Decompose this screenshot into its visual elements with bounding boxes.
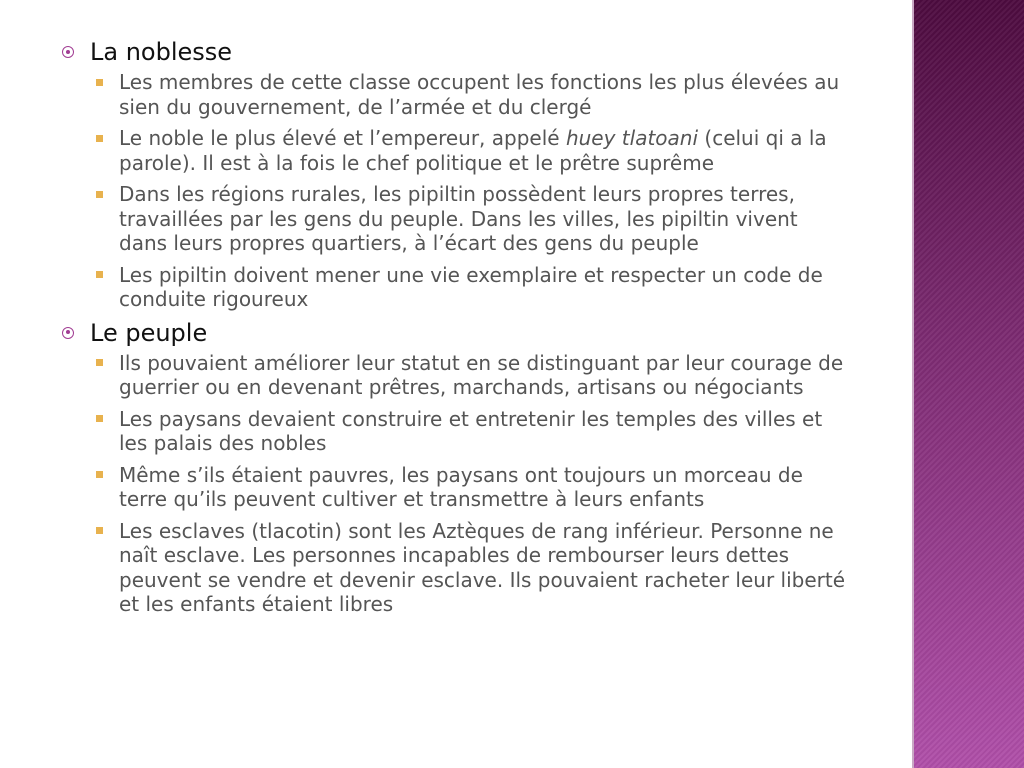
list-item — [96, 263, 852, 312]
section-noblesse — [62, 38, 852, 312]
sub-bullet-list — [62, 70, 852, 312]
slide-content — [62, 38, 852, 624]
list-item — [96, 519, 852, 617]
list-item-text — [119, 126, 852, 175]
list-item — [96, 351, 852, 400]
section-heading: Le peuple — [90, 318, 208, 347]
list-item — [96, 463, 852, 512]
square-bullet-icon — [96, 471, 103, 478]
list-item-text: Même s’ils étaient pauvres, les paysans ont toujours un morceau de terre qu’ils peuvent cultiver et transmettre à leurs enfants — [119, 462, 803, 511]
decorative-sidebar — [912, 0, 1024, 768]
level1-bullet — [62, 38, 852, 66]
list-item-text: Dans les régions rurales, les pipiltin possèdent leurs propres terres, travaillées par les gens du peuple. Dans les villes, les pipiltin vivent dans leurs propres quartiers, à l’écart des gens du peuple — [119, 182, 798, 255]
italic-term: huey tlatoani — [565, 126, 699, 150]
square-bullet-icon — [96, 191, 103, 198]
text-segment: (celui qi a la parole). Il est à la fois le chef politique et le prêtre suprême — [119, 126, 827, 175]
list-item-text: Ils pouvaient améliorer leur statut en se distinguant par leur courage de guerrier ou en devenant prêtres, marchands, artisans ou négociants — [119, 350, 844, 399]
list-item — [96, 126, 852, 175]
sidebar-texture — [912, 0, 1024, 768]
square-bullet-icon — [96, 271, 103, 278]
sub-bullet-list — [62, 351, 852, 617]
square-bullet-icon — [96, 135, 103, 142]
list-item — [96, 407, 852, 456]
square-bullet-icon — [96, 79, 103, 86]
square-bullet-icon — [96, 359, 103, 366]
list-item-text: Les membres de cette classe occupent les fonctions les plus élevées au sien du gouvernement, de l’armée et du clergé — [119, 70, 840, 119]
section-heading: La noblesse — [90, 38, 233, 66]
circle-dot-bullet-icon — [62, 46, 74, 58]
square-bullet-icon — [96, 415, 103, 422]
level1-bullet — [62, 319, 852, 347]
square-bullet-icon — [96, 527, 103, 534]
list-item — [96, 182, 852, 256]
list-item-text: Les paysans devaient construire et entretenir les temples des villes et les palais des nobles — [119, 406, 823, 455]
sidebar-edge-line — [912, 0, 914, 768]
circle-dot-bullet-icon — [62, 327, 74, 339]
text-segment: Le noble le plus élevé et l’empereur, appelé — [119, 126, 566, 150]
list-item-text: Les esclaves (tlacotin) sont les Aztèques de rang inférieur. Personne ne naît esclave. Les personnes incapables de rembourser leurs dettes peuvent se vendre et devenir esclave. Ils pouvaient racheter leur liberté et les enfants étaient libres — [119, 518, 846, 616]
list-item — [96, 70, 852, 119]
section-peuple — [62, 319, 852, 617]
list-item-text: Les pipiltin doivent mener une vie exemplaire et respecter un code de conduite rigoureux — [119, 262, 823, 311]
